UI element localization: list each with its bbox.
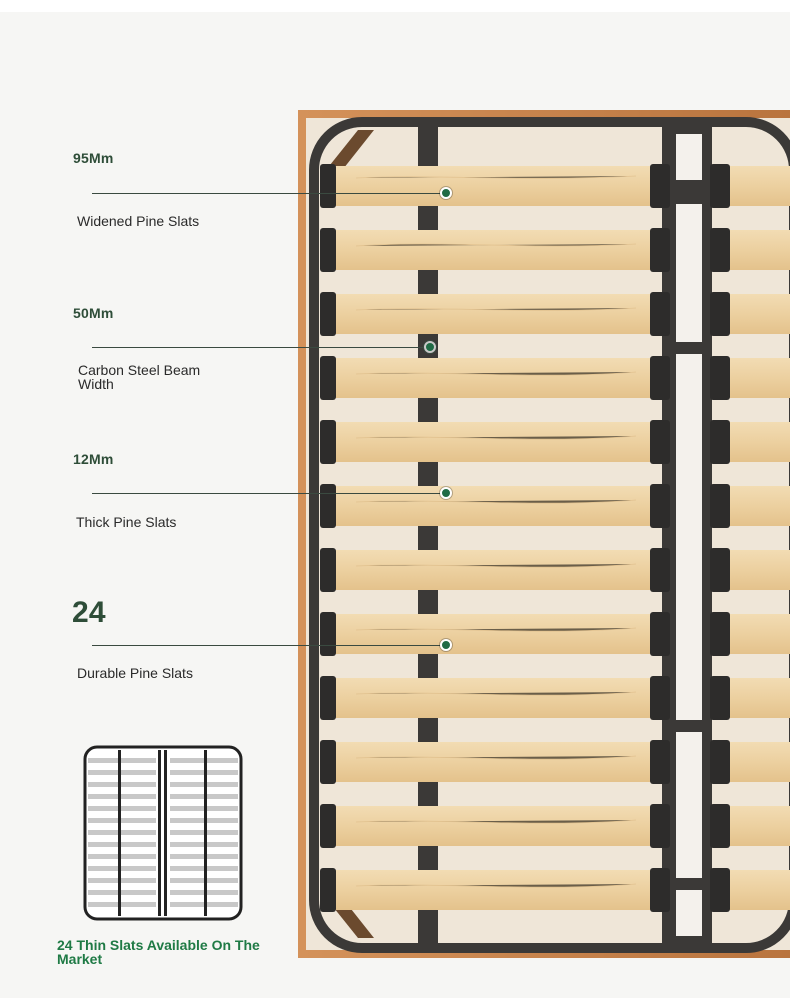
spec-value-slat-thickness: 12Mm xyxy=(73,451,114,467)
dot-marker-icon xyxy=(424,341,436,353)
leader-line-slat-width xyxy=(92,193,444,194)
spec-value-beam-width: 50Mm xyxy=(73,305,114,321)
spec-label-beam-width: Carbon Steel Beam Width xyxy=(78,362,201,392)
dot-marker-icon xyxy=(440,639,452,651)
spec-value-slat-width: 95Mm xyxy=(73,150,114,166)
slat-layout-diagram xyxy=(82,744,244,924)
spec-label-slat-count: Durable Pine Slats xyxy=(77,665,193,681)
leader-line-slat-thickness xyxy=(92,493,444,494)
bed-frame-image xyxy=(296,108,790,960)
bottom-band xyxy=(0,998,790,1002)
leader-line-beam-width xyxy=(92,347,428,348)
dot-marker-icon xyxy=(440,487,452,499)
top-band xyxy=(0,0,790,12)
spec-value-slat-count: 24 xyxy=(72,596,106,629)
leader-line-slat-count xyxy=(92,645,444,646)
spec-label-slat-width: Widened Pine Slats xyxy=(77,213,200,229)
dot-marker-icon xyxy=(440,187,452,199)
footnote-text: 24 Thin Slats Available On The Market xyxy=(57,937,260,967)
spec-label-slat-thickness: Thick Pine Slats xyxy=(76,514,177,530)
